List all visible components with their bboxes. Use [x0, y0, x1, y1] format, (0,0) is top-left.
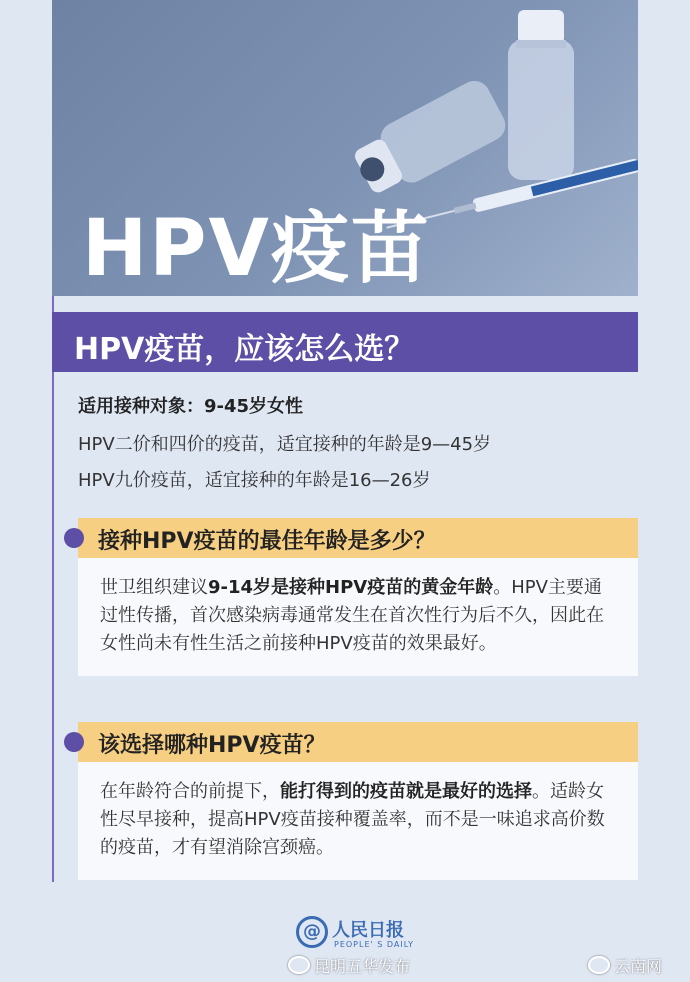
body-emphasis: 能打得到的疫苗就是最好的选择	[280, 781, 532, 802]
hero-banner	[52, 0, 638, 296]
section-body	[78, 762, 638, 880]
logo-subtitle: PEOPLE' S DAILY	[334, 940, 415, 949]
section-body	[78, 558, 638, 676]
guide-line	[52, 296, 54, 882]
body-text: 。HPV主要通过性传播，首次感染病毒通常发生在首次性行为后不久，因此在女性尚未有性生活之前接种HPV疫苗的效果最好。	[100, 577, 604, 654]
title-bar-text: HPV疫苗，应该怎么选？	[74, 332, 415, 367]
nonavalent-age: HPV九价疫苗，适宜接种的年龄是16—26岁	[78, 470, 431, 491]
title-bar	[52, 312, 638, 372]
body-emphasis: 9-14岁是接种HPV疫苗的黄金年龄	[208, 577, 494, 598]
section-heading: 接种HPV疫苗的最佳年龄是多少？	[98, 529, 436, 554]
logo-name: 人民日报	[332, 920, 404, 941]
body-text: 世卫组织建议	[100, 577, 208, 598]
bivalent-quadrivalent-age: HPV二价和四价的疫苗，适宜接种的年龄是9—45岁	[78, 434, 492, 455]
section-best-age	[78, 518, 638, 676]
watermark-left-text: 昆明五华发布	[314, 957, 411, 976]
intro-block	[78, 392, 638, 502]
at-icon: @	[296, 916, 328, 948]
section-heading: 该选择哪种HPV疫苗？	[98, 733, 326, 758]
target-population: 适用接种对象：9-45岁女性	[78, 396, 304, 417]
bullet-dot-icon	[64, 528, 84, 548]
section-which-vaccine	[78, 722, 638, 880]
watermark-left	[288, 954, 410, 977]
section-header	[78, 722, 638, 762]
bullet-dot-icon	[64, 732, 84, 752]
body-text: 。适龄女性尽早接种，提高HPV疫苗接种覆盖率，而不是一味追求高价数的疫苗，才有望消除宫颈癌。	[100, 781, 605, 858]
body-text: 在年龄符合的前提下，	[100, 781, 280, 802]
weibo-icon	[588, 956, 610, 974]
watermark-right-text: 云南网	[614, 957, 663, 976]
hero-title: HPV疫苗	[82, 204, 431, 294]
weibo-icon	[288, 956, 310, 974]
section-header	[78, 518, 638, 558]
watermark-right	[588, 954, 662, 977]
peoples-daily-logo	[296, 914, 436, 954]
